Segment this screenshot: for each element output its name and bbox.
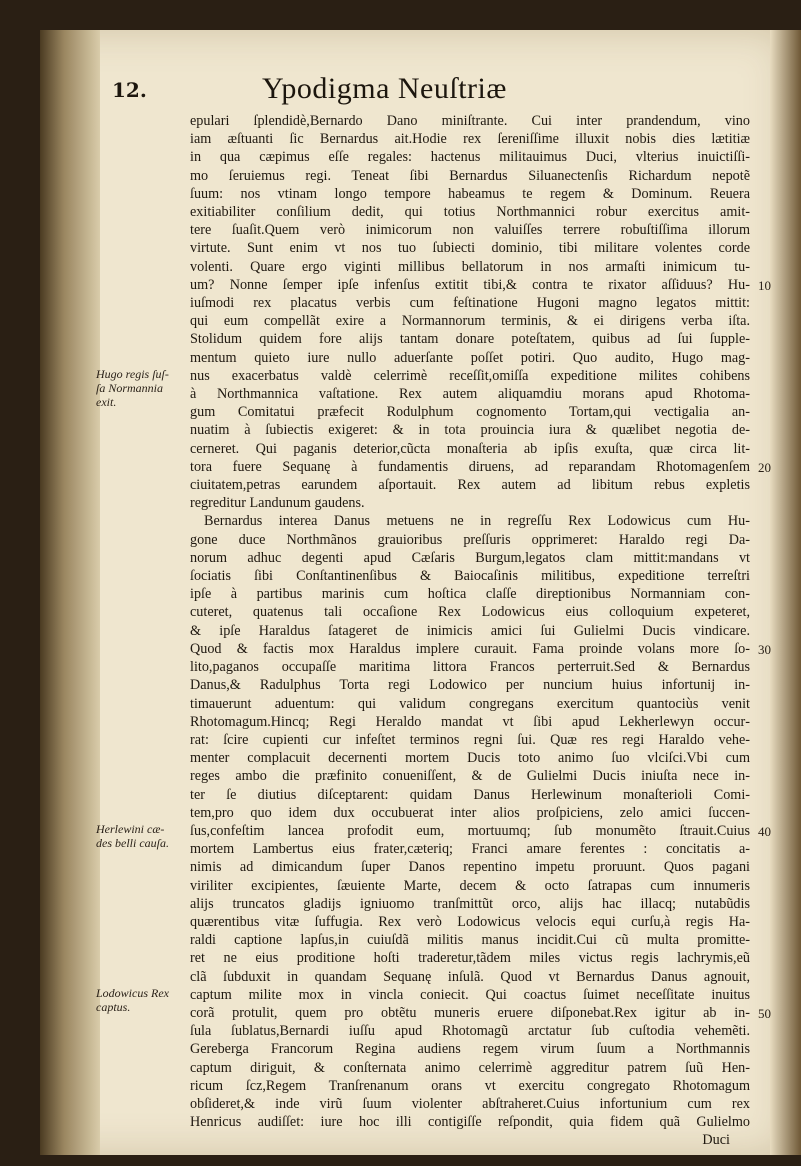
text-line: epulari ſplendidè,Bernardo Dano miniſtrante. Cui inter prandendum, vino [190,113,750,129]
text-line: quærentibus vitæ ſuffugia. Rex verò Lodowicus velocis equi curſu,à regis Ha‑ [190,913,750,930]
margin-note-line: Hugo regis ſuſ‑ [96,366,169,381]
text-line: Gereberga Francorum Regina audiens regem virum ſuum a Northmannis [190,1041,750,1058]
text-line: ſus,confeſtim lancea profodit eum, mortuumq; ſub monumẽto ſtrauit.Cuius [190,822,750,839]
text-line: iuſmodi rex placatus verbis cum feſtinatione Hugoni magno legatos mittit: [190,295,750,312]
line-number: 50 [758,1006,771,1022]
line-number: 40 [758,824,771,840]
text-line: à Northmannica vaſtatione. Rex autem aliquamdiu morans apud Rhotoma‑ [190,386,750,403]
binding-gutter [40,30,100,1155]
page-number: 12. [112,78,147,102]
margin-note [96,822,186,850]
text-line: in qua cæpimus eſſe regales: hactenus militauimus Duci, vlterius inuictiſſi‑ [190,149,750,166]
text-line: ipſe à partibus marinis cum hoſtica claſſe direptionibus Normanniam con‑ [190,586,750,603]
text-line: & ipſe Haraldus ſatageret de inimicis amici ſui Gulielmi Ducis vindicare. [190,622,750,639]
text-line: viriliter excipientes, ſæuiente Marte, decem & octo ſatrapas cum innumeris [190,877,750,894]
text-line: raldi captione lapſus,in cuiuſdã militis manus incidit.Cui cũ multa promitte‑ [190,932,750,949]
text-line: ſula ſublatus,Bernardi iuſſu apud Rhotomagũ arctatur ſub cuſtodia vehemẽti. [190,1023,750,1040]
text-line: Duci [702,1132,730,1149]
text-line: Stolidum quidem fore alijs tantam donare poteſtatem, quibus ad ſui ſupple‑ [190,331,750,348]
page-header [112,72,752,104]
text-line: ret ne eius proditione hoſti traderetur,tãdem miles victus regis lachrymis,eũ [190,950,750,967]
text-line: ricum ſcz,Regem Tranſrenanum orans vt exercitu congregato Rhotomagum [190,1077,750,1094]
text-line: tere ſuaſit.Quem verò inimicorum non valuiſſes terrere robuſtiſſima illorum [190,222,750,239]
text-line: mentum quieto iure nullo aduerſante poſſet potiri. Quo audito, Hugo mag‑ [190,349,750,366]
text-line: Danus,& Radulphus Torta regi Lodowico per nuncium huius infortunij in‑ [190,677,750,694]
text-line: rat: ſcire cupienti cur infeſtet terminos regni ſui. Quæ res regi Haraldo vehe‑ [190,731,750,748]
text-line: clã ſubduxit in quandam Sequanę inſulã. Quod vt Bernardus Danus agnouit, [190,968,750,985]
text-line: volenti. Quare ergo viginti millibus bellatorum in nos armaſti inimicum tu‑ [190,258,750,275]
text-line: nuatim à ſubiectis exigeret: & in tota prouincia iura & quælibet negotia de‑ [190,422,750,439]
margin-note-line: captus. [96,1000,131,1015]
margin-note-line: exit. [96,394,117,409]
running-title: Ypodigma Neuſtriæ [262,72,507,105]
text-line: ſuum: nos vtinam longo tempore habeamus te regem & Dominum. Reuera [190,185,750,202]
text-line: mo ſeruiemus regi. Teneat ſibi Bernardus Siluanectenſis Richardum nepotẽ [190,167,750,184]
text-line: um? Nonne ſemper ipſe infenſus extitit tibi,& contra te rixator aſſiduus? Hu‑ [190,276,750,293]
text-line: timauerunt aduentum: qui validum congregans exercitum quantociùs venit [190,695,750,712]
text-line: menter complacuit decernenti mortem Ducis toto animo ſuo vlciſci.Vbi cum [190,750,750,767]
line-number: 30 [758,642,771,658]
text-line: nus exacerbatus valdè celerrimè receſſit,omiſſa expeditione milites cohibens [190,367,750,384]
text-line: tem,pro quo idem dux occubuerat inter alios proſpiciens, zelo amici ſuccen‑ [190,804,750,821]
text-line: qui eum compellãt exire a Normannorum terminis, & ei dirigens verba iſta. [190,313,750,330]
margin-note-line: des belli cauſa. [96,836,169,851]
text-line: Henricus audiſſet: iure hoc illi contigiſſe reſpondit, quia fidem quã Gulielmo [190,1114,750,1131]
text-line: ſociatis ſibi Conſtantinenſibus & Baiocaſinis militibus, expeditione terreſtri [190,568,750,585]
text-line: gum Comitatui præfecit Rodulphum cognomento Tortam,qui vectigalia an‑ [190,404,750,421]
line-number: 20 [758,460,771,475]
text-line: corã protulit, quem pro obtẽtu muneris eruere diſponebat.Rex igitur ab in‑ [190,1004,750,1021]
text-line: captum milite mox in vincla coniecit. Qui coactus ſuimet neceſſitate inuitus [190,986,750,1003]
text-line: nimis ad dimicandum ſuper Danos repentino impetu proruunt. Quos pagani [190,859,750,876]
page-edge [770,30,801,1155]
text-line: reges ambo die præfinito conueniſſent, & de Gulielmi Ducis iniuſta nece in‑ [190,768,750,785]
margin-note [96,986,186,1014]
text-line: obſideret,& inde virũ ſuum violenter abſtraheret.Cuius infortunium cum rex [190,1095,750,1112]
text-line: gone duce Northmãnos grauioribus preſſuris opprimeret: Haraldo regi Da‑ [190,531,750,548]
line-number: 10 [758,277,771,293]
text-line: ter ſe diutius diſceptarent: quidam Danus Herlewinum monaſterioli Comi‑ [190,786,750,803]
text-line: mortem Lambertus eius frater,cæteriq; Franci amare ferentes : concitatis a‑ [190,841,750,858]
text-line: Rhotomagum.Hincq; Regi Heraldo mandat vt ſibi apud Lekherlewyn occur‑ [190,713,750,730]
text-line: cerneret. Qui paganis deterior,cũcta monaſteria ab ipſis exuſta, quæ circa lit‑ [190,440,750,457]
text-line: ciuitatem,petras earundem aſportauit. Rex autem ad libitum rebus expletis [190,477,750,494]
main-text [190,112,750,1150]
text-line: norum adhuc degenti apud Cæſaris Burgum,legatos clam mittit:mandans vt [190,549,750,566]
margin-note-line: Lodowicus Rex [96,986,169,1001]
margin-note [96,367,186,409]
margin-note-line: Herlewini cæ‑ [96,822,165,837]
text-line: iam æſtuanti ſic Bernardus ait.Hodie rex ſereniſſime illuxit nobis dies lætitiæ [190,131,750,148]
text-line: cuteret, quatenus tali occaſione Rex Lodowicus eius colloquium expeteret, [190,604,750,621]
text-line: alijs truncatos gladijs igniuomo tranſmittũt orco, alijs hac illacq; nutabũdis [190,895,750,912]
text-line: regreditur Landunum gaudens. [190,495,365,512]
text-line: lito,paganos occupaſſe maritima littora Francos perterruit.Sed & Bernardus [190,659,750,676]
text-line: Bernardus interea Danus metuens ne in regreſſu Rex Lodowicus cum Hu‑ [204,513,750,530]
text-line: exitiabiliter conſilium dedit, qui totius Northmannici robur exercitus amit‑ [190,204,750,221]
margin-note-line: ſa Normannia [96,380,164,395]
text-line: tora fuere Sequanę à fundamentis diruens, ad reparandam Rhotomagenſem [190,458,750,475]
text-line: Quod & factis mox Haraldus implere curauit. Fama proinde volans more ſo‑ [190,640,750,657]
text-line: virtute. Sunt enim vt nos tuo ſubiecti dominio, tibi militare volentes corde [190,240,750,257]
text-line: captum diriguit, & conſternata animo celerrimè aggreditur patrem ſuũ Hen‑ [190,1059,750,1076]
